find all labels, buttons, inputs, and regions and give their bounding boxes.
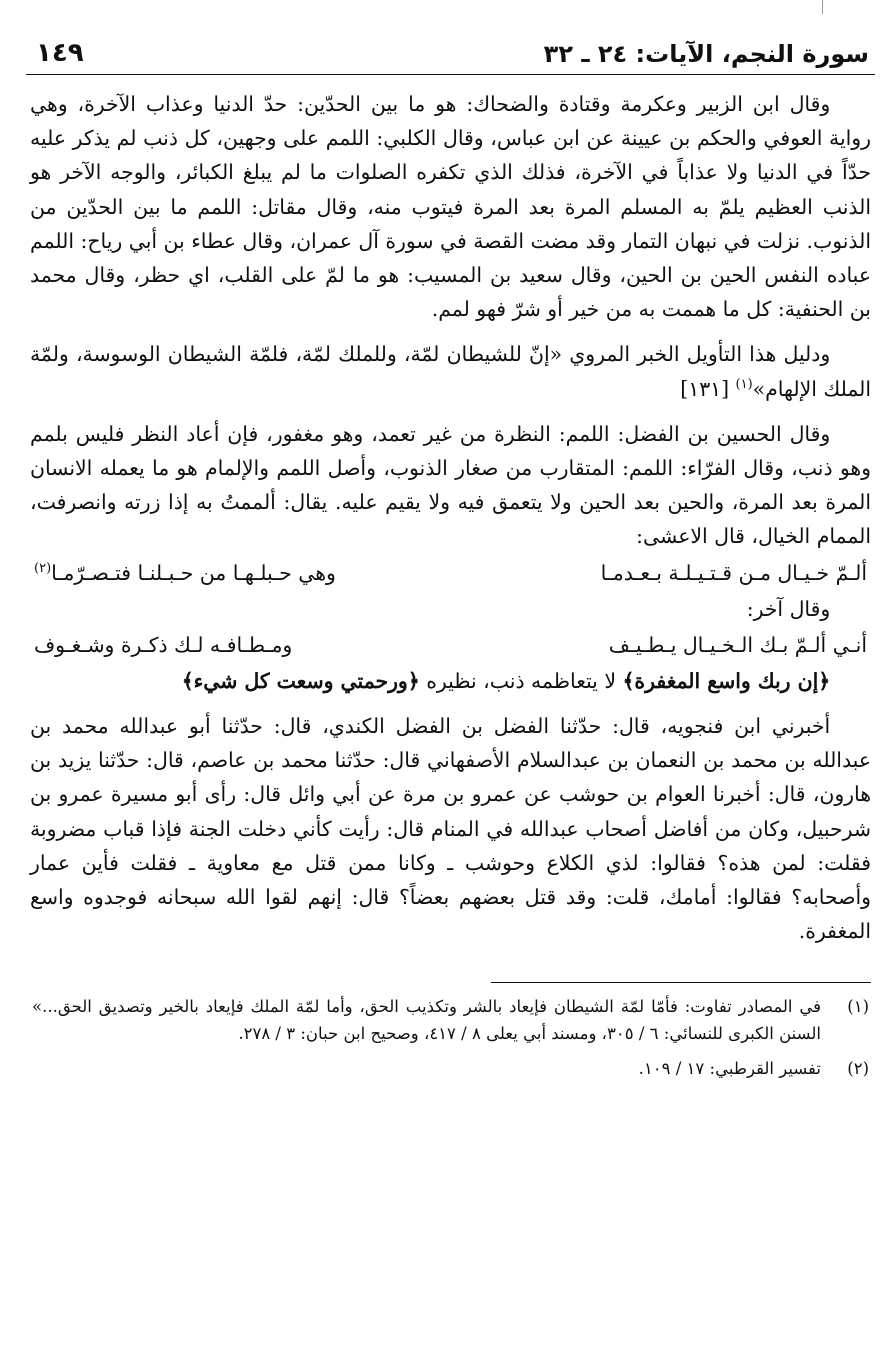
footnote-divider <box>491 982 871 983</box>
verse-2-first-hemistich: أنـي ألـمّ بـك الـخـيـال يـطـيـف <box>608 632 867 657</box>
verse-2-second-hemistich: ومـطـافـه لـك ذكـرة وشـغـوف <box>34 632 293 657</box>
scan-mark <box>822 0 823 14</box>
verse-1-second-text: وهي حـبلـهـا من حـبـلنـا فتـصـرّمـا <box>51 560 336 585</box>
hadith-text: ودليل هذا التأويل الخبر المروي «إنّ للشيطان لمّة، وللملك لمّة، فلمّة الشيطان الوسوسة، ولمّة الملك الإلهام» <box>30 342 871 401</box>
paragraph-lamam-definitions: وقال ابن الزبير وعكرمة وقتادة والضحاك: هو ما بين الحدّين: حدّ الدنيا وعذاب الآخرة، وهي رواية العوفي والحكم بن عيينة عن ابن عباس، وقال الكلبي: اللمم على وجهين، كل ذنب لم يذكر عليه حدّاً في الدنيا ولا عذاباً في الآخرة، فذلك الذي تكفره الصلوات ما لم يبلغ الكبائر، والوجه الآخر هو الذنب العظيم يلمّ به المسلم المرة بعد المرة فيتوب منه، وقال مقاتل: اللمم ما بين الحدّين من الذنوب. نزلت في نبهان التمار وقد مضت القصة في سورة آل عمران، وقال عطاء بن أبي رياح: اللمم عباده النفس الحين بن الحين، وقال سعيد بن المسيب: هو ما لمّ على القلب، اي حظر، وقال محمد بن الحنفية: كل ما هممت به من خير أو شرّ فهو لمم. <box>30 92 871 322</box>
hadith-number: [١٣١] <box>680 376 736 401</box>
paragraph-fadl-farra: وقال الحسين بن الفضل: اللمم: النظرة من غير تعمد، وهو مغفور، فإن أعاد النظر فليس بلمم وهو ذنب، وقال الفرّاء: اللمم: المتقارب من صغار الذنوب، وأصل اللمم والإلمام هو ما يعمله الانسان المرة بعد المرة، والحين بعد الحين ولا يتعمق فيه ولا يقيم عليه. يقال: ألممتُ به إذا زرته وانصرفت، الممام الخيال، قال الاعشى: <box>30 421 871 549</box>
footnote-2-number: (٢) <box>847 1059 869 1079</box>
quran-quote-mercy-encompasses: ﴿ورحمتي وسعت كل شيء﴾ <box>181 668 420 693</box>
page-number: ١٤٩ <box>36 38 84 68</box>
verse-1-first-hemistich: ألـمّ خـيـال مـن قـتـيـلـة بـعـدمـا <box>600 560 867 585</box>
footnote-ref-1[interactable]: (١) <box>735 376 753 392</box>
quran-commentary: لا يتعاظمه ذنب، نظيره <box>419 668 623 693</box>
page-header <box>26 38 875 75</box>
footnote-1-text: في المصادر تفاوت: فأمّا لمّة الشيطان فإيعاد بالشر وتكذيب الحق، وأما لمّة الملك فإيعاد بالخير وتصديق الحق...» السنن الكبرى للنسائي: ٦ / ٣٠٥، ومسند أبي يعلى ٨ / ٤١٧، وصحيح ابن حبان: ٣ / ٢٧٨. <box>32 997 821 1044</box>
paragraph-dream-narration: أخبرني ابن فنجويه، قال: حدّثنا الفضل بن الفضل الكندي، قال: حدّثنا أبو عبدالله محمد بن عبدالله بن محمد بن النعمان بن عبدالسلام الأصفهاني قال: حدّثنا محمد بن عاصم، قال: حدّثنا يزيد بن هارون، قال: أخبرنا العوام بن حوشب عن عمرو بن مرة عن أبي وائل قال: رأى أبو مسيرة عمرو بن شرحبيل، وكان من أفاضل أصحاب عبدالله في المنام قال: رأيت كأني دخلت الجنة فإذا قباب مضروبة فقلت: لمن هذه؟ فقالوا: لذي الكلاع وحوشب ـ وكانا ممن قتل مع معاوية ـ فقلت فأين عمار وأصحابه؟ فقالوا: أمامك، قلت: وقد قتل بعضهم بعضاً؟ قال: إنهم لقوا الله سبحانه فوجدوه واسع المغفرة. <box>30 714 871 944</box>
paragraph-quran-verse <box>30 664 871 698</box>
quran-quote-mercy-forgiveness: ﴿إن ربك واسع المغفرة﴾ <box>622 668 831 693</box>
poetry-verse-second <box>30 626 871 664</box>
footnotes <box>26 993 875 1082</box>
poetry-verse-alasha <box>30 554 871 592</box>
running-title: سورة النجم، الآيات: ٢٤ ـ ٣٢ <box>543 40 869 68</box>
verse-1-second-hemistich <box>34 554 336 592</box>
footnote-1 <box>32 993 869 1047</box>
main-text <box>26 75 875 948</box>
footnote-ref-2[interactable]: (٢) <box>34 560 52 576</box>
paragraph-another-poet: وقال آخر: <box>746 596 831 621</box>
paragraph-hadith-evidence <box>30 337 871 405</box>
footnote-2 <box>32 1055 869 1082</box>
footnote-1-number: (١) <box>847 997 869 1017</box>
footnote-2-text: تفسير القرطبي: ١٧ / ١٠٩. <box>638 1059 821 1079</box>
